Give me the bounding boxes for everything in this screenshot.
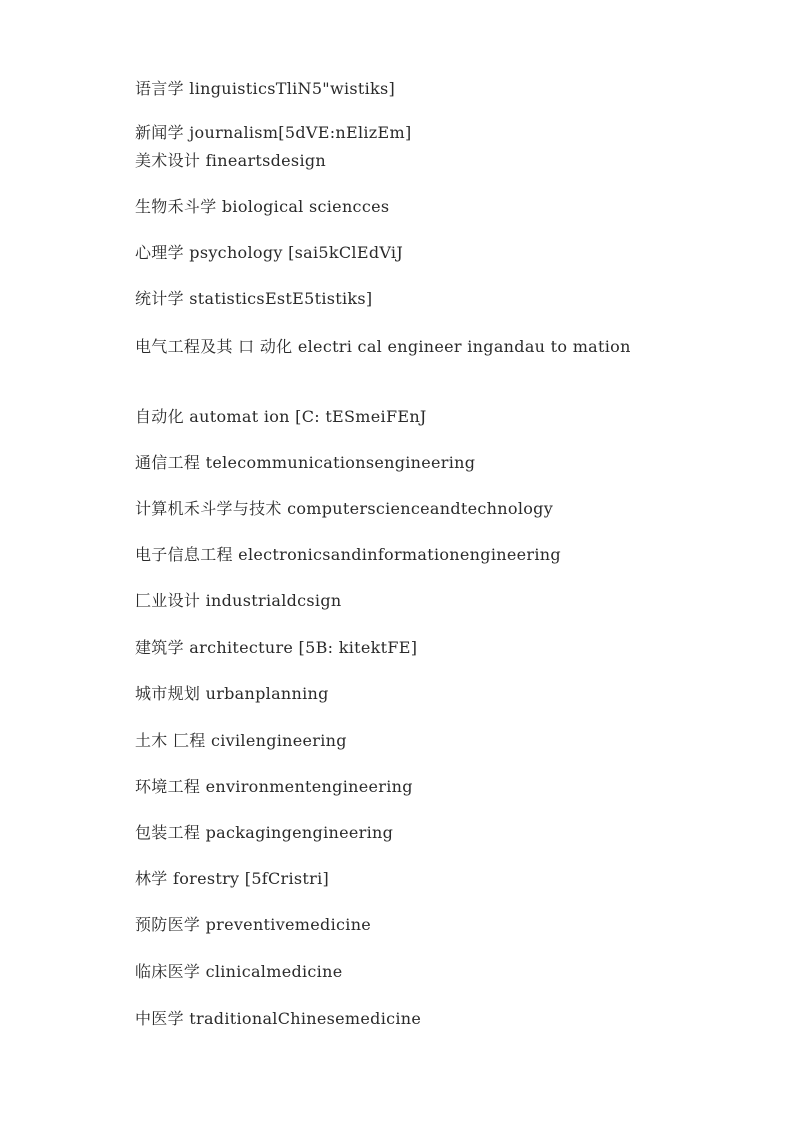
entry-biological-sciences: 生物禾斗学 biological sciencces xyxy=(135,197,390,216)
entry-forestry: 林学 forestry [5fCristri] xyxy=(135,869,330,888)
entry-electronics-information: 电子信息工程 electronicsandinformationengineering xyxy=(135,545,561,564)
entry-clinical-medicine: 临床医学 clinicalmedicine xyxy=(135,962,343,981)
entry-psychology: 心理学 psychology [sai5kClEdViJ xyxy=(135,243,404,262)
entry-urban-planning: 城市规划 urbanplanning xyxy=(135,684,329,703)
entry-fine-arts-design: 美术设计 fineartsdesign xyxy=(135,151,327,170)
entry-civil-engineering: 土木 匚程 civilengineering xyxy=(135,731,347,750)
entry-traditional-chinese-medicine: 中医学 traditionalChinesemedicine xyxy=(135,1009,422,1028)
entry-industrial-design: 匚业设计 industrialdcsign xyxy=(135,591,342,610)
entry-electrical-engineering: 电气工程及其 口 动化 electri cal engineer ingandau to mation xyxy=(135,337,631,356)
entry-telecommunications: 通信工程 telecommunicationsengineering xyxy=(135,453,476,472)
entry-automation: 自动化 automat ion [C: tESmeiFEnJ xyxy=(135,407,427,426)
entry-computer-science: 计算机禾斗学与技术 computerscienceandtechnology xyxy=(135,499,554,518)
entry-preventive-medicine: 预防医学 preventivemedicine xyxy=(135,915,372,934)
entry-journalism: 新闻学 journalism[5dVE:nElizEm] xyxy=(135,123,412,142)
entry-packaging-engineering: 包装工程 packagingengineering xyxy=(135,823,394,842)
entry-architecture: 建筑学 architecture [5B: kitektFE] xyxy=(135,638,418,657)
entry-linguistics: 语言学 linguisticsTliN5"wistiks] xyxy=(135,79,396,98)
entry-environment-engineering: 环境工程 environmentengineering xyxy=(135,777,413,796)
entry-statistics: 统计学 statisticsEstE5tistiks] xyxy=(135,289,373,308)
